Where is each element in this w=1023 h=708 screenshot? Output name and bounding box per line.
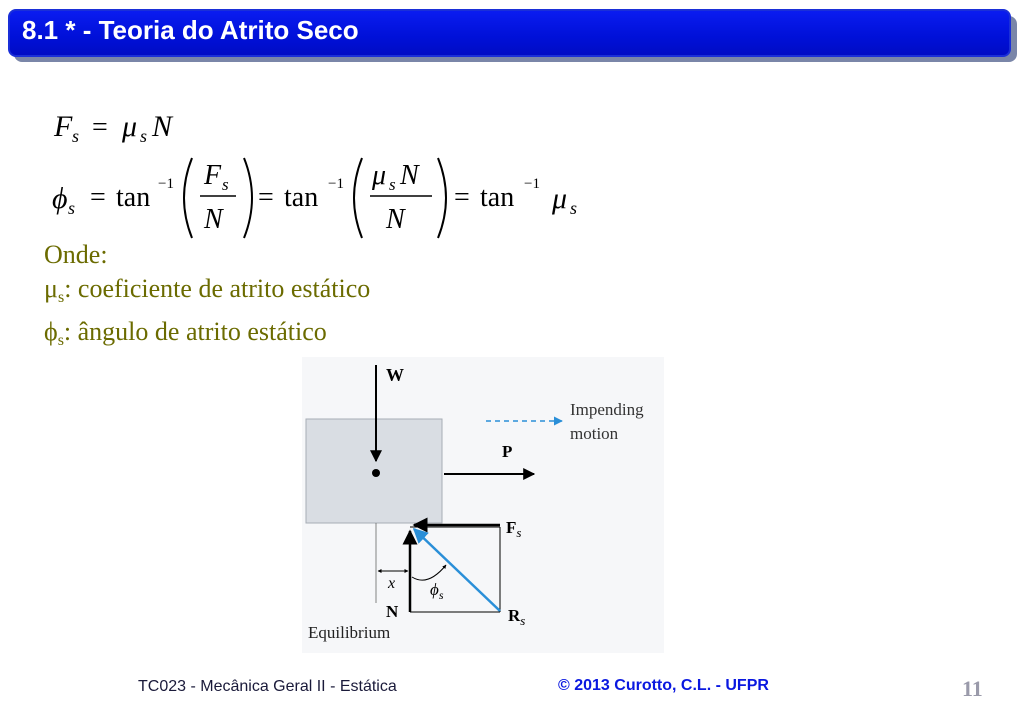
eq2-paren-left-1	[184, 158, 192, 238]
eq2-frac1-den: N	[204, 204, 223, 235]
footer-copyright: © 2013 Curotto, C.L. - UFPR	[558, 677, 769, 694]
equations	[40, 100, 640, 245]
friction-angle-label: $\phi_s$	[430, 580, 444, 602]
weight-label: W	[386, 365, 404, 385]
eq1-n: N	[152, 110, 173, 143]
eq2-inv-2: −1	[328, 176, 344, 192]
offset-label: x	[388, 575, 396, 592]
eq2-tan-2: tan	[284, 182, 319, 213]
page-number: 11	[962, 676, 983, 701]
eq1-mu: μ	[122, 110, 138, 143]
eq2-frac2-num-n: N	[400, 160, 419, 191]
mu-subscript: s	[57, 289, 65, 306]
friction-force-label: $F_s$	[506, 518, 522, 540]
phi-symbol: ϕ	[44, 317, 58, 346]
eq2-tan-3: tan	[480, 182, 515, 213]
definition-phi	[44, 315, 370, 358]
equation-friction-angle	[52, 158, 577, 238]
mu-symbol: μ	[44, 274, 58, 303]
eq2-tan-1: tan	[116, 182, 151, 213]
eq2-phi: ϕ	[52, 182, 68, 215]
impending-label-2: motion	[570, 424, 619, 443]
eq2-frac2-num-sub: s	[389, 175, 396, 194]
definition-mu	[44, 272, 370, 315]
impending-label-1: Impending	[570, 400, 644, 419]
eq2-phi-sub: s	[68, 198, 76, 218]
force-p-label: P	[502, 442, 513, 461]
eq2-equals-3: =	[454, 182, 470, 213]
equation-friction-force	[53, 110, 174, 146]
eq2-frac2-den: N	[386, 204, 405, 235]
eq2-inv-1: −1	[158, 176, 174, 192]
normal-force-label: N	[386, 602, 399, 621]
eq2-mu: μ	[552, 182, 568, 215]
friction-diagram	[300, 355, 680, 655]
eq2-equals-1: =	[90, 182, 106, 213]
mu-description: : coeficiente de atrito estático	[64, 274, 371, 303]
eq1-f-sub: s	[72, 126, 80, 146]
eq2-inv-3: −1	[524, 176, 540, 192]
diagram-caption: Equilibrium	[308, 623, 391, 642]
eq2-frac1-num: F	[204, 160, 222, 191]
definitions	[44, 238, 370, 358]
center-of-gravity	[372, 469, 380, 477]
eq2-frac2-num-mu: μ	[372, 160, 387, 191]
eq2-paren-right-1	[244, 158, 252, 238]
resultant-force-label: $R_s$	[508, 606, 526, 628]
eq2-mu-sub: s	[570, 198, 578, 218]
eq2-paren-left-2	[354, 158, 362, 238]
slide-title: 8.1 * - Teoria do Atrito Seco	[22, 15, 359, 45]
eq1-equals: =	[92, 112, 108, 143]
definitions-heading: Onde:	[44, 240, 108, 269]
eq1-f: F	[54, 110, 73, 143]
eq2-frac1-num-sub: s	[222, 175, 229, 194]
eq2-equals-2: =	[258, 182, 274, 213]
footer-course: TC023 - Mecânica Geral II - Estática	[138, 678, 397, 695]
phi-subscript: s	[57, 332, 64, 349]
eq1-mu-sub: s	[140, 126, 148, 146]
eq2-paren-right-2	[438, 158, 446, 238]
phi-description: : ângulo de atrito estático	[63, 317, 327, 346]
